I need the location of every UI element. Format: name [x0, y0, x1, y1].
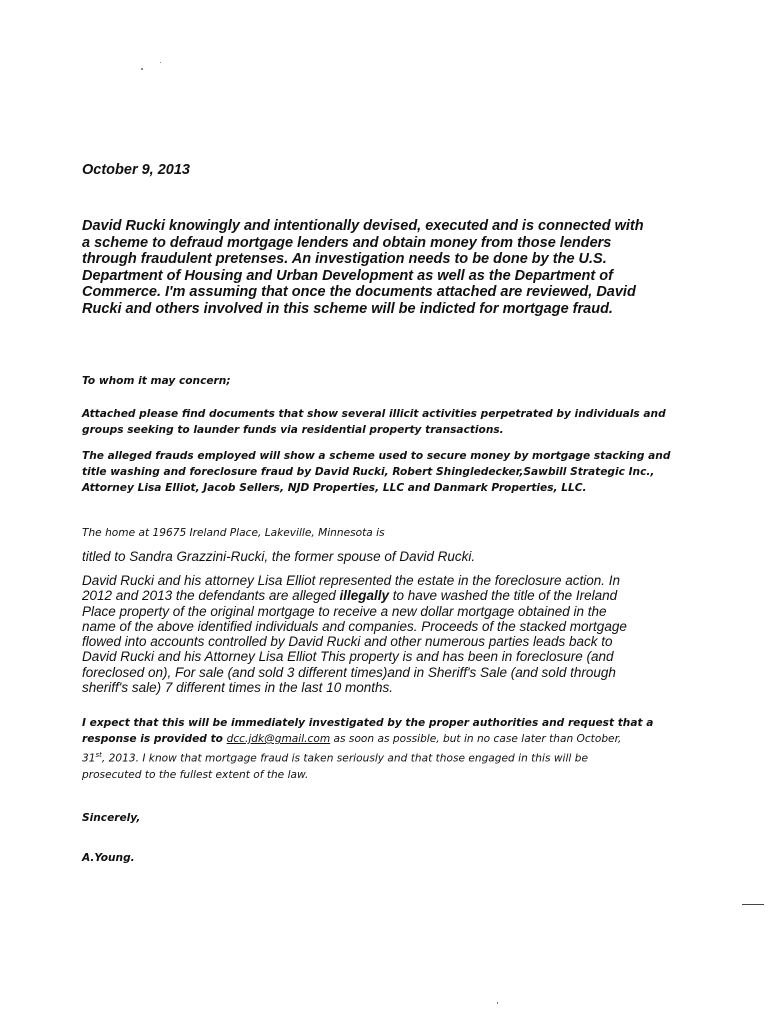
request-text: , 2013. I know that mortgage fraud is taken seriously and that those engaged in this will be [101, 752, 588, 765]
body-line: flowed into accounts controlled by David Rucki and other numerous parties leads back to [82, 634, 613, 650]
intro-line: Commerce. I'm assuming that once the documents attached are reviewed, David [82, 284, 636, 301]
attached-paragraph [82, 406, 702, 438]
body-line [82, 588, 702, 603]
request-day: 31 [82, 752, 96, 765]
home-address-line: The home at 19675 Ireland Place, Lakeville, Minnesota is [82, 527, 385, 539]
body-line: David Rucki and his attorney Lisa Elliot represented the estate in the foreclosure action. In [82, 573, 621, 588]
body-text: to have washed the title of the Ireland [389, 588, 618, 604]
scan-speck [141, 68, 143, 70]
intro-paragraph [82, 218, 682, 318]
frauds-paragraph [82, 448, 702, 496]
scan-mark [742, 904, 764, 905]
attached-line: Attached please find documents that show several illicit activities perpetrated by individuals and [82, 408, 666, 420]
ordinal-suffix: st [95, 751, 102, 759]
request-line: prosecuted to the fullest extent of the law. [82, 768, 309, 781]
emphasis-illegally: illegally [339, 588, 390, 604]
request-text: as soon as possible, but in no case later than October, [330, 733, 622, 745]
scan-speck [160, 62, 161, 63]
request-line [82, 731, 702, 747]
closing: Sincerely, [82, 812, 141, 824]
body-line: sheriff's sale) 7 different times in the last 10 months. [82, 680, 393, 696]
intro-line: Department of Housing and Urban Development as well as the Department of [82, 267, 613, 284]
titled-line: titled to Sandra Grazzini-Rucki, the former spouse of David Rucki. [82, 549, 476, 564]
request-line: I expect that this will be immediately investigated by the proper authorities and request that a [82, 717, 654, 729]
body-line: Place property of the original mortgage to receive a new dollar mortgage obtained in the [82, 603, 607, 619]
request-line [82, 747, 702, 767]
frauds-line: The alleged frauds employed will show a scheme used to secure money by mortgage stacking and [82, 450, 671, 462]
intro-line: Rucki and others involved in this scheme will be indicted for mortgage fraud. [82, 300, 613, 317]
intro-line: David Rucki knowingly and intentionally devised, executed and is connected with [82, 218, 644, 234]
body-line: name of the above identified individuals and companies. Proceeds of the stacked mortgage [82, 618, 627, 634]
frauds-line: Attorney Lisa Elliot, Jacob Sellers, NJD Properties, LLC and Danmark Properties, LLC. [82, 482, 587, 494]
body-line: David Rucki and his Attorney Lisa Elliot This property is and has been in foreclosure (and [82, 649, 614, 665]
intro-line: a scheme to defraud mortgage lenders and obtain money from those lenders [82, 234, 612, 251]
salutation: To whom it may concern; [82, 375, 231, 387]
body-line: foreclosed on), For sale (and sold 3 different times)and in Sheriff's Sale (and sold through [82, 664, 616, 680]
frauds-line: title washing and foreclosure fraud by David Rucki, Robert Shingledecker,Sawbill Strategic Inc., [82, 466, 655, 478]
email-link[interactable]: dcc.jdk@gmail.com [226, 733, 331, 745]
letter-date: October 9, 2013 [82, 162, 190, 178]
request-text: response is provided to [82, 733, 227, 745]
signature: A.Young. [82, 852, 135, 864]
body-text: 2012 and 2013 the defendants are alleged [82, 588, 340, 604]
intro-line: through fraudulent pretenses. An investigation needs to be done by the U.S. [82, 251, 607, 268]
request-paragraph [82, 715, 702, 783]
attached-line: groups seeking to launder funds via residential property transactions. [82, 424, 504, 436]
body-paragraph [82, 573, 702, 695]
scan-speck [497, 1002, 498, 1004]
